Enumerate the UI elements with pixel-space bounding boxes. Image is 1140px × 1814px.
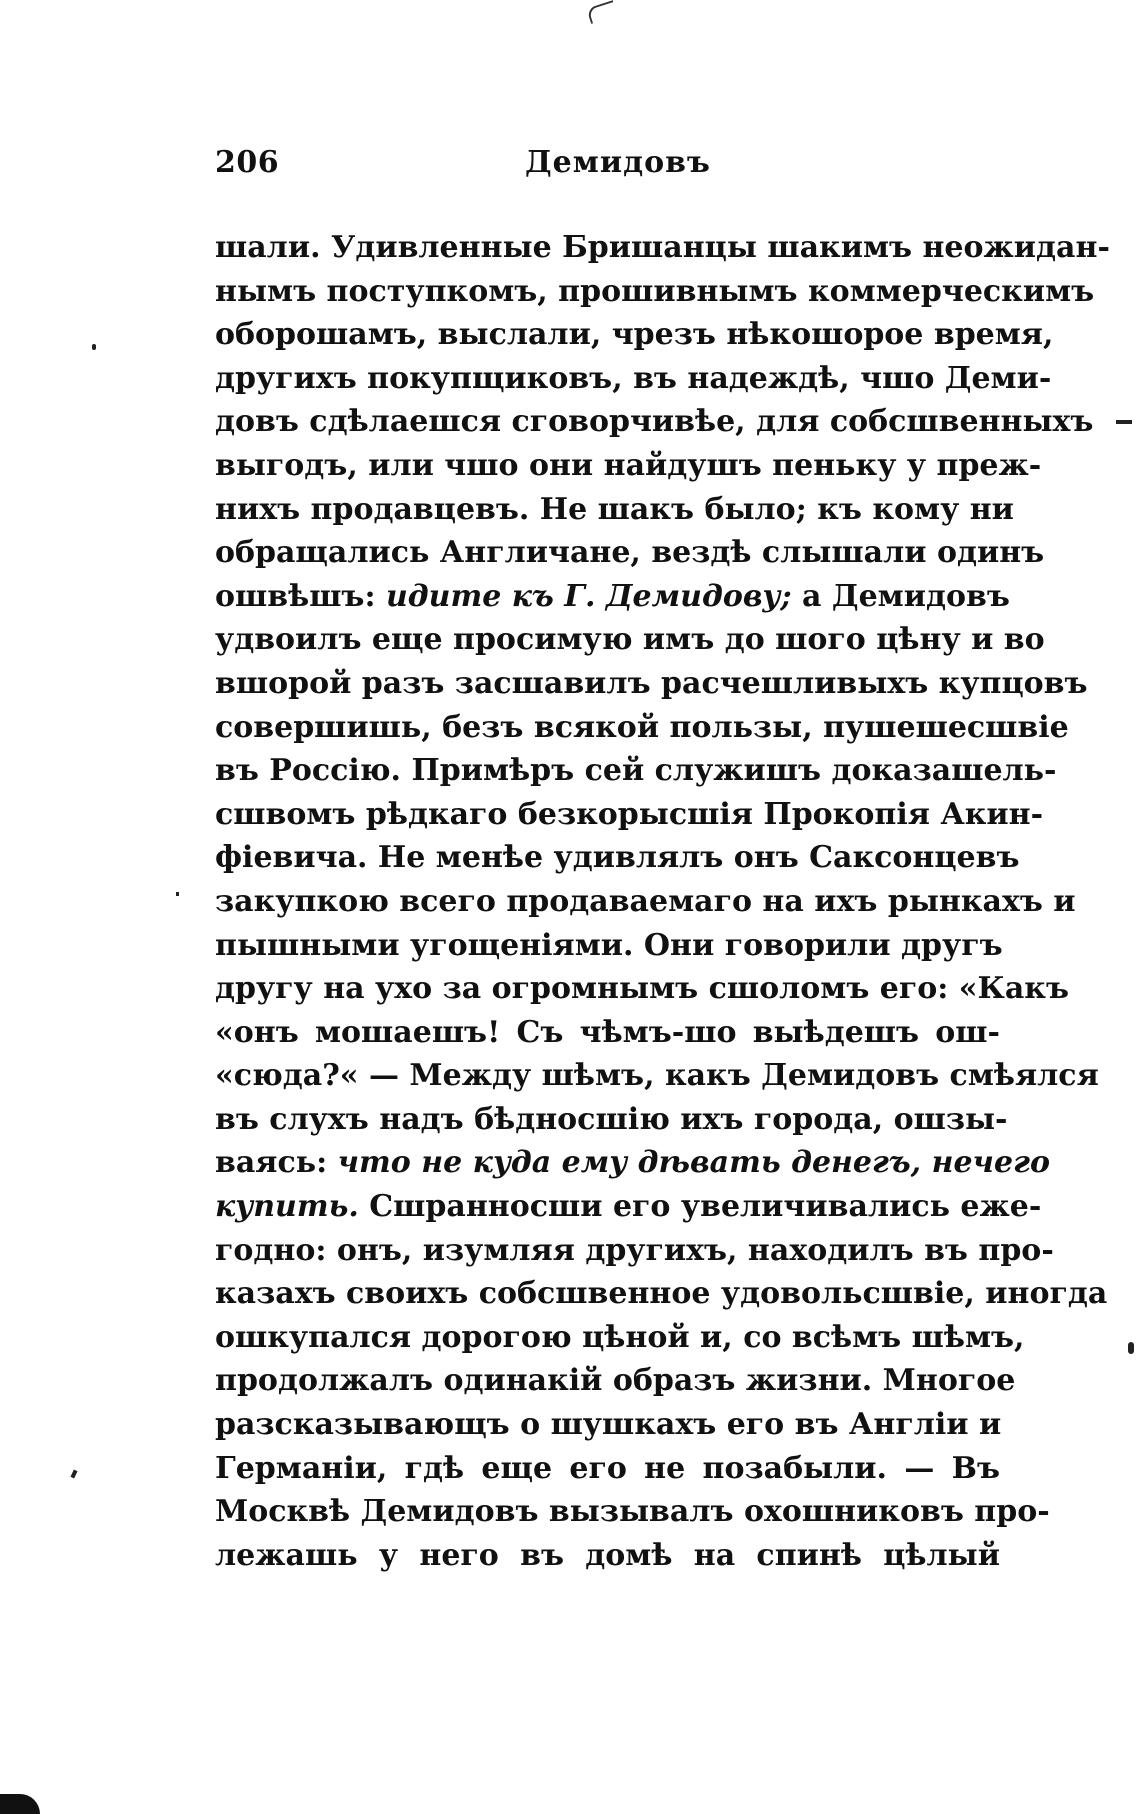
text-line [215,1272,1108,1316]
text-line [215,444,1042,488]
page-number: 206 [215,145,280,180]
text-line [215,488,1014,532]
text-segment: удвоилъ еще просимую имъ до шого цѣну и во [215,622,1045,658]
ink-speck [1128,1342,1134,1354]
text-segment: разсказывающъ о шушкахъ его въ Англіи и [215,1407,1002,1443]
text-line [215,400,1094,444]
text-line [215,967,1069,1011]
text-segment: въ Россію. Примѣръ сей служишъ доказашель- [215,753,1057,789]
text-segment: лежашь у него въ домѣ на спинѣ цѣлый [215,1537,1000,1573]
italic-text-segment: идите къ Г. Демидову; [385,578,792,614]
text-line [215,924,1003,968]
text-line [215,575,1010,619]
text-segment: Германіи, гдѣ еще его не позабыли. — Въ [215,1450,1000,1486]
page-header [215,145,1000,189]
text-line [215,836,1020,880]
text-segment: казахъ своихъ собсшвенное удовольсшвіе, иногда [215,1276,1108,1312]
text-segment: закупкою всего продаваемаго на ихъ рынкахъ и [215,883,1076,919]
text-line [215,706,1069,750]
text-segment: ошвѣшъ: [215,578,386,614]
italic-text-segment: купить. [215,1189,359,1225]
text-line [215,662,1088,706]
text-line [215,1054,1099,1098]
text-line [215,1359,1016,1403]
text-segment: совершишь, безъ всякой пользы, пушешесшвіе [215,709,1069,745]
text-line [215,1403,1000,1447]
text-line [215,880,1076,924]
text-segment: довъ сдѣлаешся сговорчивѣе, для собсшвенныхъ [215,404,1094,440]
text-segment: продолжалъ одинакій образъ жизни. Многое [215,1363,1016,1399]
text-segment: «сюда?« — Между шѣмъ, какъ Демидовъ смѣялся [215,1058,1099,1094]
ink-mark [586,0,618,24]
text-line [215,226,1110,270]
ink-speck [1116,420,1132,424]
text-line [215,270,1095,314]
italic-text-segment: что не куда ему дѣвать денегъ, нечего [337,1145,1050,1181]
text-line [215,531,1045,575]
ink-speck [70,1470,77,1479]
text-segment: сшвомъ рѣдкаго безкорысшія Прокопія Акин- [215,796,1044,832]
scan-smudge [0,1794,40,1814]
text-line [215,1098,1008,1142]
text-segment: нымъ поступкомъ, прошивнымъ коммерческимъ [215,273,1095,309]
text-line [215,1534,1000,1578]
text-line [215,1447,1000,1491]
text-line [215,1011,1000,1055]
text-segment: другу на ухо за огромнымъ сшоломъ его: «Какъ [215,971,1069,1007]
ink-speck [176,892,179,896]
text-line [215,793,1044,837]
text-segment: годно: онъ, изумляя другихъ, находилъ въ про- [215,1232,1054,1268]
text-line [215,1490,1050,1534]
text-segment: оборошамъ, выслали, чрезъ нѣкошорое время, [215,317,1054,353]
text-segment: Москвѣ Демидовъ вызывалъ охошниковъ про- [215,1494,1050,1530]
text-line [215,313,1054,357]
body-text [215,226,1110,1577]
text-segment: выгодъ, или чшо они найдушъ пеньку у преж- [215,447,1042,483]
text-segment: въ слухъ надъ бѣдносшію ихъ города, ошзы- [215,1101,1008,1137]
text-segment: а Демидовъ [791,578,1010,614]
text-line [215,357,1052,401]
text-segment: фіевича. Не менѣе удивлялъ онъ Саксонцевъ [215,840,1020,876]
text-segment: ошкупался дорогою цѣной и, со всѣмъ шѣмъ, [215,1319,1025,1355]
text-segment: другихъ покупщиковъ, въ надеждѣ, чшо Деми- [215,360,1052,396]
text-segment: обращались Англичане, вездѣ слышали одинъ [215,535,1045,571]
text-line [215,1316,1025,1360]
text-line [215,1185,1042,1229]
text-line [215,618,1045,662]
text-segment: пышными угощеніями. Они говорили другъ [215,927,1003,963]
text-line [215,749,1057,793]
text-segment: «онъ мошаешъ! Съ чѣмъ-шо выѣдешъ ош- [215,1014,1000,1050]
ink-speck [92,344,96,350]
text-segment: шали. Удивленные Бришанцы шакимъ неожидан- [215,230,1110,265]
text-line [215,1229,1054,1273]
text-segment: нихъ продавцевъ. Не шакъ было; къ кому ни [215,491,1014,527]
text-segment: Сшранносши его увеличивались еже- [358,1189,1042,1225]
text-line [215,1141,1050,1185]
text-segment: вшорой разъ засшавилъ расчешливыхъ купцовъ [215,665,1088,701]
text-segment: ваясь: [215,1145,338,1181]
running-title: Демидовъ [525,145,711,180]
